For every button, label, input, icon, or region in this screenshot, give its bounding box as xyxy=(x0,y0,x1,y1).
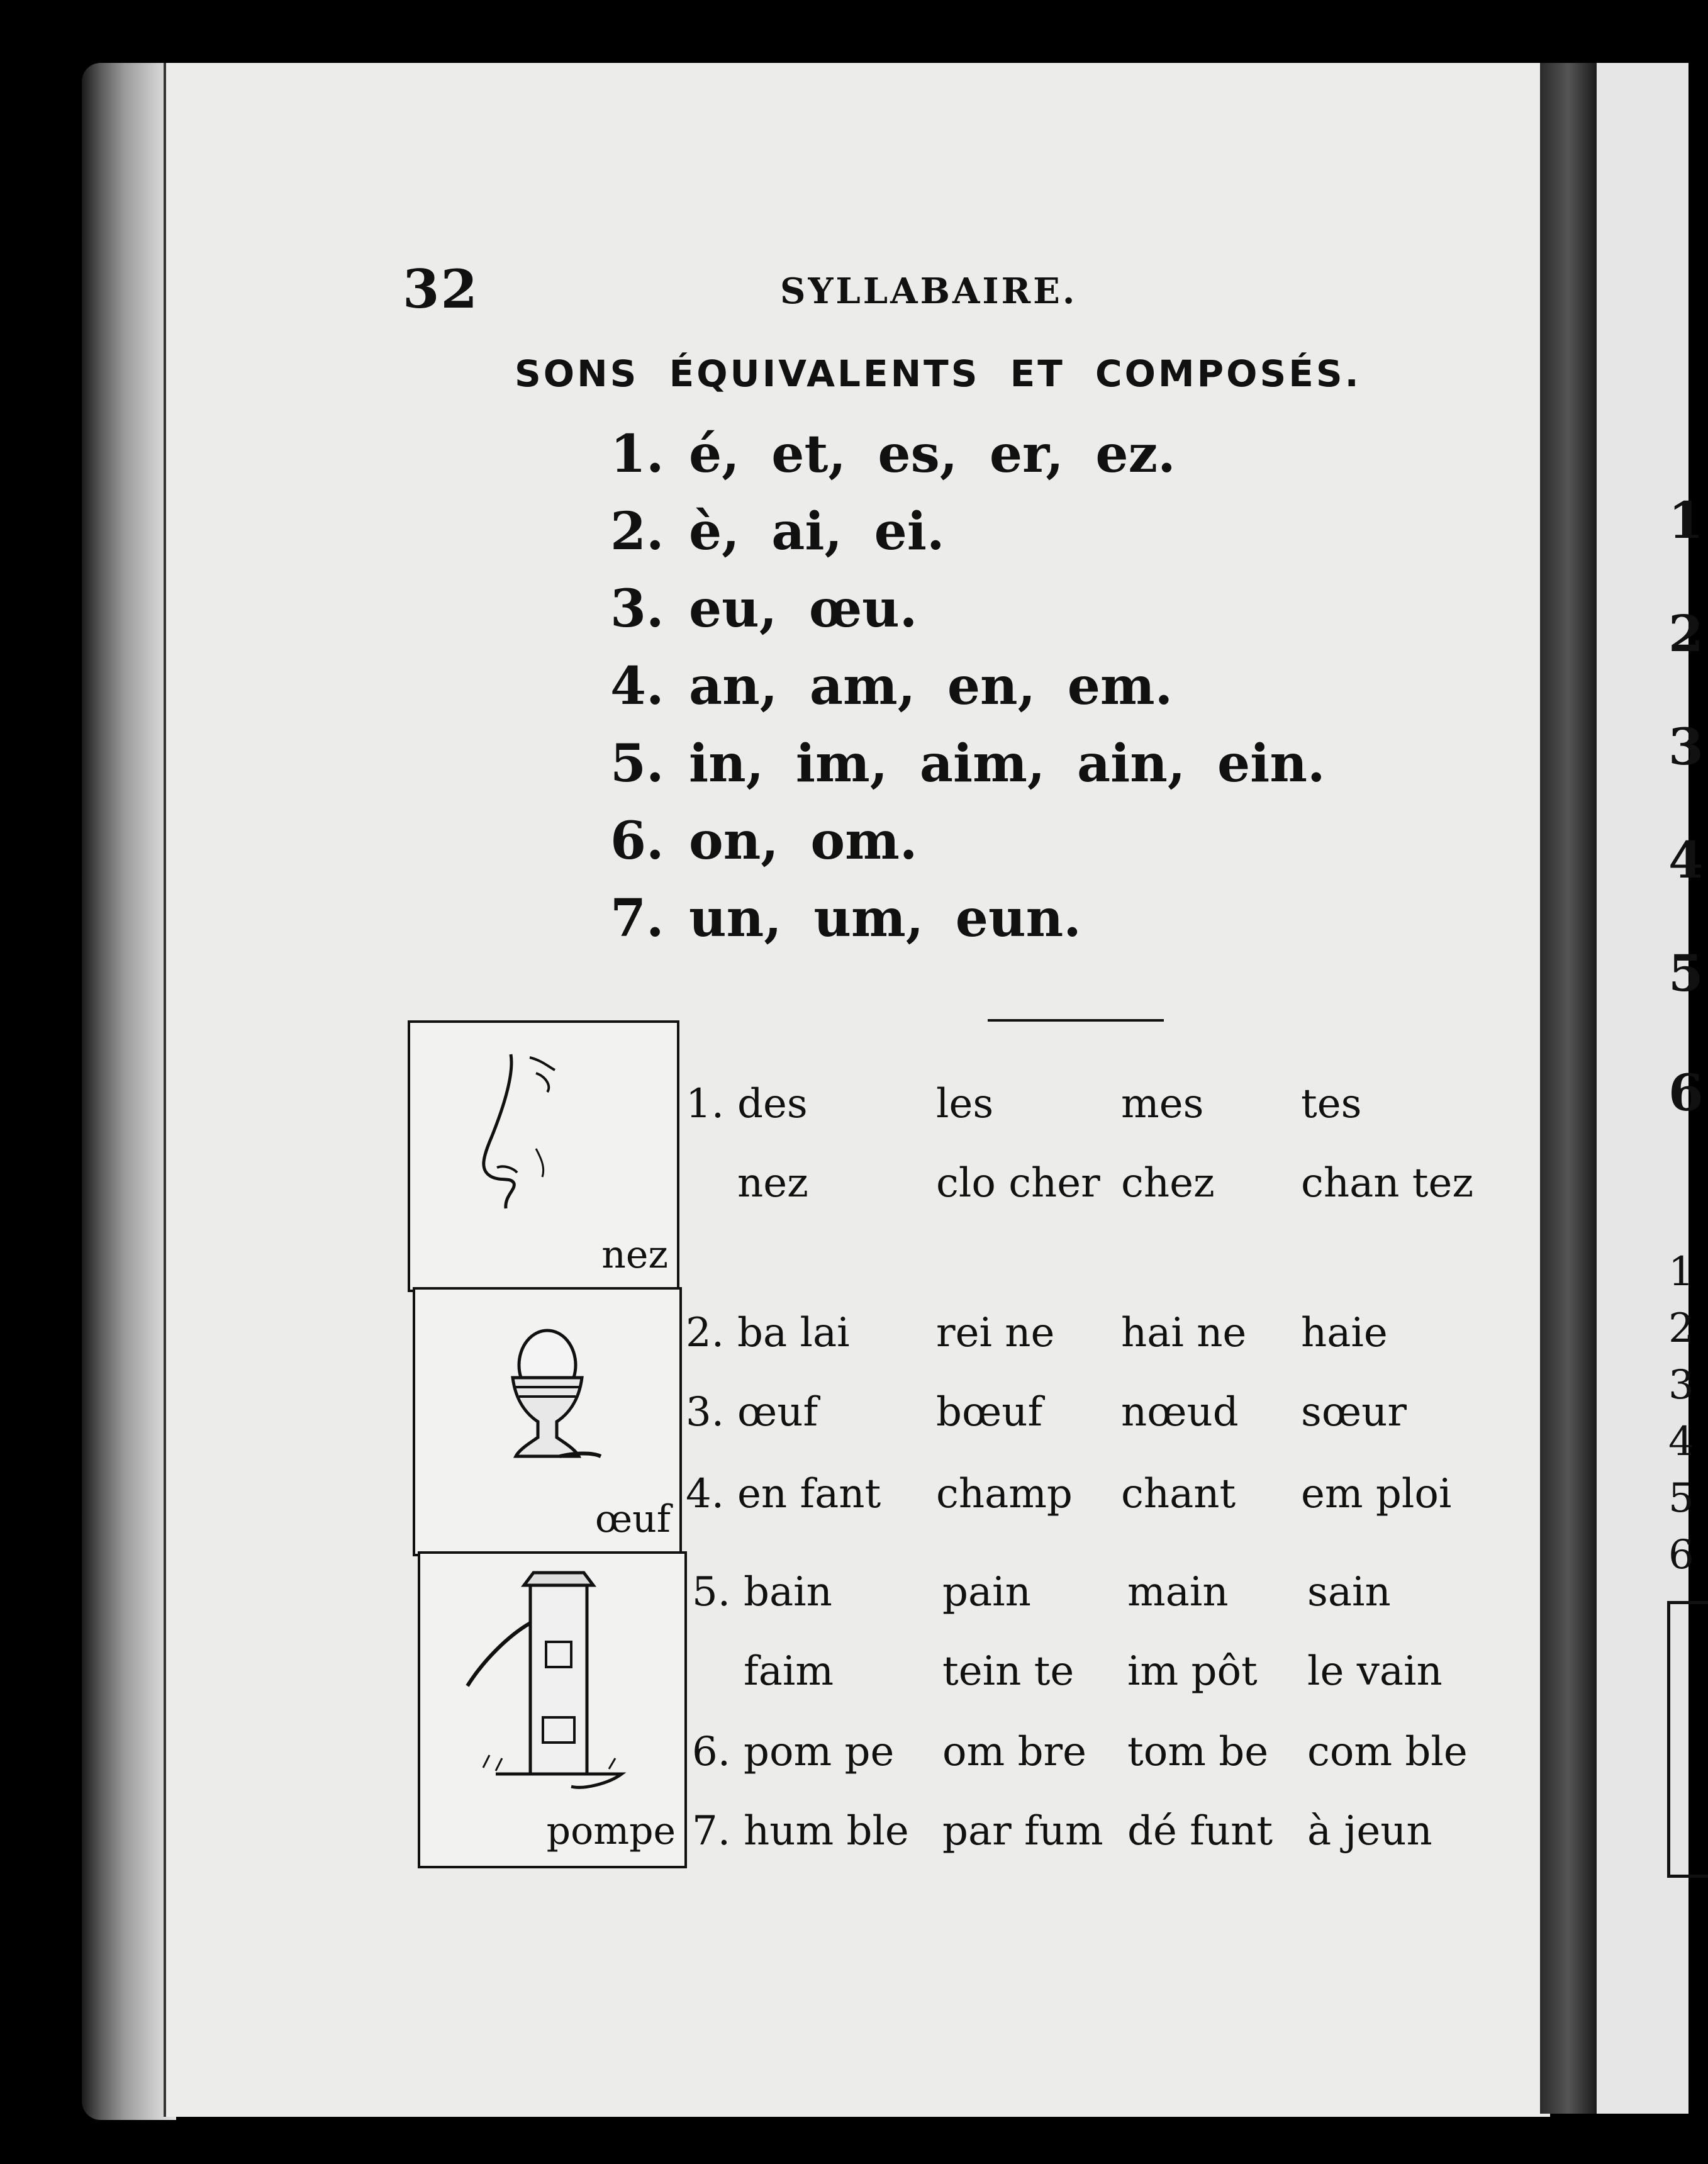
word-cell: clo cher xyxy=(936,1160,1100,1207)
row-number: 7. xyxy=(692,1808,731,1854)
picture-label: pompe xyxy=(546,1809,676,1853)
word-cell: chan tez xyxy=(1301,1160,1474,1207)
sound-text: in, im, aim, ain, ein. xyxy=(689,733,1326,794)
book-page-edges xyxy=(82,63,176,2120)
next-page-fragment: 2 xyxy=(1668,1305,1694,1352)
word-cell: im pôt xyxy=(1127,1648,1258,1695)
sound-text: eu, œu. xyxy=(689,578,918,639)
word-cell: en fant xyxy=(737,1471,881,1517)
word-cell: em ploi xyxy=(1301,1471,1452,1517)
word-cell: les xyxy=(936,1081,994,1127)
word-cell: chant xyxy=(1121,1471,1236,1517)
next-page-fragment: 6 xyxy=(1668,1532,1694,1578)
sound-row xyxy=(610,725,1326,802)
sound-text: un, um, eun. xyxy=(689,888,1081,949)
next-page-fragment: 2 xyxy=(1668,604,1704,663)
next-page-fragment: 6 xyxy=(1668,1063,1704,1122)
word-row xyxy=(692,1797,1495,1866)
separator-rule xyxy=(988,1019,1164,1022)
next-page-fragment: 4 xyxy=(1668,830,1704,890)
word-row xyxy=(686,1459,1488,1529)
word-cell: par fum xyxy=(942,1808,1103,1854)
word-cell: des xyxy=(737,1081,808,1127)
row-number: 6. xyxy=(692,1729,731,1775)
picture-box-nez xyxy=(408,1020,679,1292)
word-cell: tein te xyxy=(942,1648,1074,1695)
sound-text: on, om. xyxy=(689,810,918,871)
word-cell: à jeun xyxy=(1307,1808,1432,1854)
word-cell: tes xyxy=(1301,1081,1362,1127)
row-number: 1. xyxy=(686,1081,725,1127)
word-cell: bain xyxy=(744,1569,832,1615)
egg-cup-icon xyxy=(497,1327,604,1478)
word-cell: com ble xyxy=(1307,1729,1468,1775)
word-cell: hum ble xyxy=(744,1808,909,1854)
next-page-fragment: 3 xyxy=(1668,717,1704,776)
word-cell: rei ne xyxy=(936,1310,1055,1356)
word-row xyxy=(692,1637,1495,1706)
word-cell: om bre xyxy=(942,1729,1086,1775)
word-cell: pain xyxy=(942,1569,1031,1615)
picture-label: nez xyxy=(601,1233,668,1277)
sound-number: 4. xyxy=(610,655,664,717)
sound-row xyxy=(610,647,1326,725)
word-cell: nœud xyxy=(1121,1389,1239,1436)
sound-row xyxy=(610,802,1326,879)
next-page-box-fragment xyxy=(1667,1601,1708,1878)
page-number: 32 xyxy=(403,258,479,320)
word-row xyxy=(686,1069,1488,1139)
sound-row xyxy=(610,879,1326,957)
sound-number: 5. xyxy=(610,733,664,794)
word-cell: champ xyxy=(936,1471,1073,1517)
picture-label: œuf xyxy=(594,1497,671,1541)
picture-box-pompe xyxy=(418,1551,687,1868)
next-page-fragment: 1 xyxy=(1668,491,1704,550)
sound-text: è, ai, ei. xyxy=(689,501,945,562)
sound-row xyxy=(610,415,1326,493)
word-row xyxy=(686,1298,1488,1368)
word-cell: main xyxy=(1127,1569,1229,1615)
word-cell: dé funt xyxy=(1127,1808,1273,1854)
word-cell: mes xyxy=(1121,1081,1204,1127)
picture-box-oeuf xyxy=(413,1287,682,1556)
word-cell: sain xyxy=(1307,1569,1391,1615)
word-row xyxy=(692,1558,1495,1627)
next-page-fragment: 5 xyxy=(1668,944,1704,1003)
book-gutter xyxy=(1540,63,1597,2114)
running-head: SYLLABAIRE. xyxy=(780,270,1078,312)
word-row xyxy=(686,1378,1488,1447)
row-number: 4. xyxy=(686,1471,725,1517)
sound-row xyxy=(610,570,1326,647)
sound-row xyxy=(610,493,1326,570)
nose-icon xyxy=(467,1048,593,1237)
water-pump-icon xyxy=(458,1566,647,1805)
section-title: SONS ÉQUIVALENTS ET COMPOSÉS. xyxy=(515,352,1361,395)
next-page-fragment: 1 xyxy=(1668,1249,1694,1295)
word-cell: nez xyxy=(737,1160,808,1207)
word-row xyxy=(686,1149,1488,1218)
word-cell: chez xyxy=(1121,1160,1215,1207)
next-page-fragment: 4 xyxy=(1668,1419,1694,1465)
sound-text: é, et, es, er, ez. xyxy=(689,423,1176,484)
word-cell: ba lai xyxy=(737,1310,850,1356)
word-cell: œuf xyxy=(737,1389,818,1436)
next-page-fragment: 3 xyxy=(1668,1362,1694,1408)
word-cell: tom be xyxy=(1127,1729,1269,1775)
word-cell: faim xyxy=(744,1648,834,1695)
next-page-fragment: 5 xyxy=(1668,1475,1694,1522)
word-cell: haie xyxy=(1301,1310,1388,1356)
sound-number: 7. xyxy=(610,888,664,949)
word-cell: hai ne xyxy=(1121,1310,1247,1356)
sound-number: 2. xyxy=(610,501,664,562)
row-number: 3. xyxy=(686,1389,725,1436)
sound-text: an, am, en, em. xyxy=(689,655,1173,717)
row-number: 5. xyxy=(692,1569,731,1615)
word-cell: bœuf xyxy=(936,1389,1043,1436)
sound-number: 3. xyxy=(610,578,664,639)
word-cell: pom pe xyxy=(744,1729,895,1775)
row-number: 2. xyxy=(686,1310,725,1356)
word-row xyxy=(692,1717,1495,1787)
sound-number: 1. xyxy=(610,423,664,484)
sound-list xyxy=(610,415,1326,957)
sound-number: 6. xyxy=(610,810,664,871)
word-cell: sœur xyxy=(1301,1389,1407,1436)
word-cell: le vain xyxy=(1307,1648,1443,1695)
